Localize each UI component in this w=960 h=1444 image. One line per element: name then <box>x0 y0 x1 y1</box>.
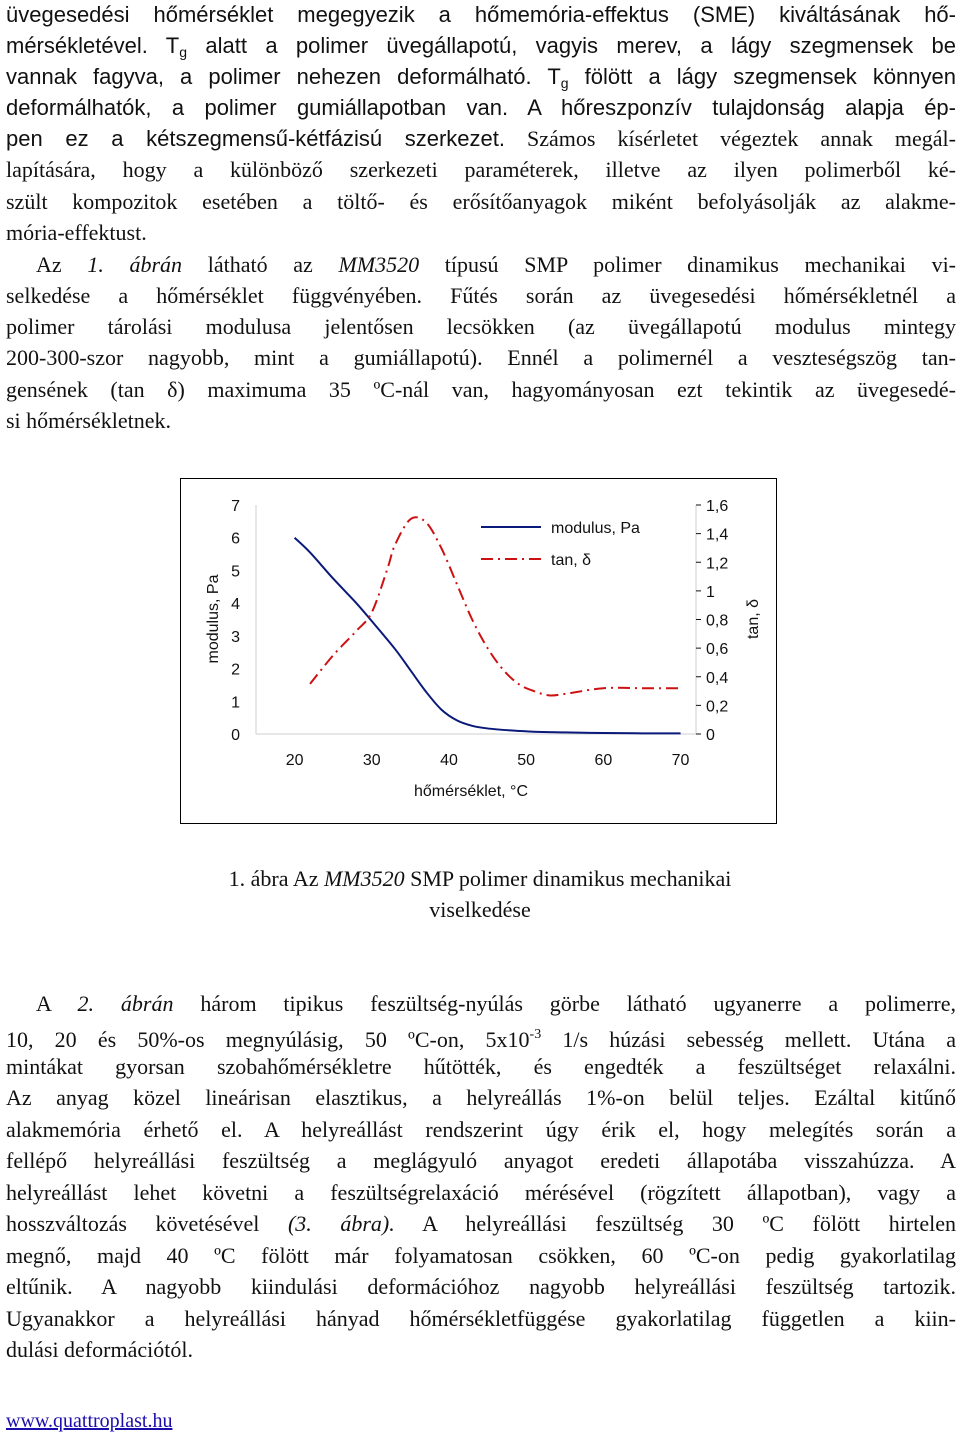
text-line: hosszváltozás követésével (3. ábra). A helyreállási feszültség 30 ºC fölött hirtelen <box>6 1211 956 1236</box>
text-line: mintákat gyorsan szobahőmérsékletre hűtötték, és engedték a feszültséget relaxálni. <box>6 1054 956 1079</box>
y-axis-label: modulus, Pa <box>205 574 222 664</box>
text-line: selkedése a hőmérséklet függvényében. Fűtés során az üvegesedési hőmérsékletnél a <box>6 283 956 308</box>
y-tick-label: 2 <box>231 661 240 679</box>
text-line: megnő, majd 40 ºC fölött már folyamatosan csökken, 60 ºC-on pedig gyakorlatilag <box>6 1243 956 1268</box>
chart-frame <box>180 478 777 824</box>
figure-caption: 1. ábra Az MM3520 SMP polimer dinamikus mechanikai <box>228 866 732 891</box>
text-line: szült kompozitok esetében a töltő- és erősítőanyagok miként befolyásolják az alakme- <box>6 189 956 214</box>
y-tick-label: 7 <box>231 498 240 515</box>
text-line: 200-300-szor nagyobb, mint a gumiállapotú). Ennél a polimernél a veszteségszög tan- <box>6 345 956 370</box>
text-line: fellépő helyreállási feszültség a meglágyuló anyagot eredeti állapotába visszahúzza. A <box>6 1148 956 1173</box>
x-tick-label: 40 <box>440 752 458 769</box>
y2-tick-label: 0,8 <box>706 612 729 630</box>
text-line: mérsékletével. $T_g$ alatt a polimer üvegállapotú, vagyis merev, a lágy szegmensek be <box>6 33 956 60</box>
y2-tick-label: 0,2 <box>706 698 729 716</box>
y-tick-label: 5 <box>231 563 240 581</box>
text-line: vannak fagyva, a polimer nehezen deformálható. $T_g$ fölött a lágy szegmensek könnyen <box>6 64 957 91</box>
y2-tick-label: 1,6 <box>706 498 729 515</box>
text-line: Az 1. ábrán látható az MM3520 típusú SMP polimer dinamikus mechanikai vi- <box>36 252 957 277</box>
y-tick-label: 3 <box>231 628 240 646</box>
legend-label: modulus, Pa <box>551 520 640 537</box>
x-tick-label: 50 <box>517 752 536 769</box>
figure-caption-line2: viselkedése <box>429 897 531 922</box>
y-tick-label: 6 <box>231 530 240 548</box>
y2-tick-label: 1 <box>706 583 715 601</box>
chart <box>181 479 776 823</box>
text-line: alakmemória érhető el. A helyreállást rendszerint úgy érik el, hogy melegítés során a <box>6 1117 956 1142</box>
y2-tick-label: 1,2 <box>706 555 729 573</box>
text-line: pen ez a kétszegmensű-kétfázisú szerkezet. Számos kísérletet végeztek annak megál- <box>6 126 956 151</box>
chart-legend <box>481 520 640 569</box>
x-axis-label: hőmérséklet, °C <box>414 783 528 800</box>
y2-tick-label: 0,4 <box>706 669 729 687</box>
y2-tick-label: 0 <box>706 727 715 744</box>
text-line: eltűnik. A nagyobb kiindulási deformációhoz nagyobb helyreállási feszültség tartozik. <box>6 1274 956 1299</box>
text-line: deformálhatók, a polimer gumiállapotban van. A hőreszponzív tulajdonság alapja ép- <box>6 95 956 120</box>
text-line: mória-effektust. <box>6 220 147 245</box>
y-tick-label: 4 <box>231 596 240 614</box>
series-line-modulus <box>295 538 681 734</box>
text-line: Ugyanakkor a helyreállási hányad hőmérsékletfüggése gyakorlatilag független a kiin- <box>6 1306 956 1331</box>
text-line: lapítására, hogy a különböző szerkezeti paraméterek, illetve az ilyen polimerből ké- <box>6 157 956 182</box>
series-line-tan-delta <box>310 517 681 695</box>
text-line: A 2. ábrán három tipikus feszültség-nyúlás görbe látható ugyanerre a polimerre, <box>36 991 956 1016</box>
x-tick-label: 70 <box>671 752 690 769</box>
x-tick-label: 60 <box>594 752 613 769</box>
y2-tick-label: 0,6 <box>706 641 729 659</box>
x-tick-label: 30 <box>362 752 381 769</box>
text-line: üvegesedési hőmérséklet megegyezik a hőmemória-effektus (SME) kiváltásának hő- <box>6 2 956 27</box>
text-line: Az anyag közel lineárisan elasztikus, a helyreállás 1%-on belül teljes. Ezáltal kitűnő <box>6 1085 956 1110</box>
text-line: gensének (tan δ) maximuma 35 ºC-nál van, hagyományosan ezt tekintik az üvegesedé- <box>6 377 956 402</box>
legend-label: tan, δ <box>551 552 592 569</box>
text-line: si hőmérsékletnek. <box>6 408 171 433</box>
x-tick-label: 20 <box>285 752 304 769</box>
y-tick-label: 1 <box>231 694 240 712</box>
footer-link[interactable]: www.quattroplast.hu <box>6 1410 173 1432</box>
y-tick-label: 0 <box>231 727 240 744</box>
text-line: 10, 20 és 50%-os megnyúlásig, 50 ºC-on, $5x10^{-3}$ 1/s húzási sebesség mellett. Utána a <box>6 1027 956 1052</box>
y2-axis-label: tan, δ <box>745 598 762 640</box>
y2-tick-label: 1,4 <box>706 526 729 544</box>
text-line: dulási deformációtól. <box>6 1337 193 1362</box>
text-line: polimer tárolási modulusa jelentősen lecsökken (az üvegállapotú modulus mintegy <box>6 314 956 339</box>
text-line: helyreállást lehet követni a feszültségrelaxáció mérésével (rögzített állapotban), vagy a <box>6 1180 956 1205</box>
